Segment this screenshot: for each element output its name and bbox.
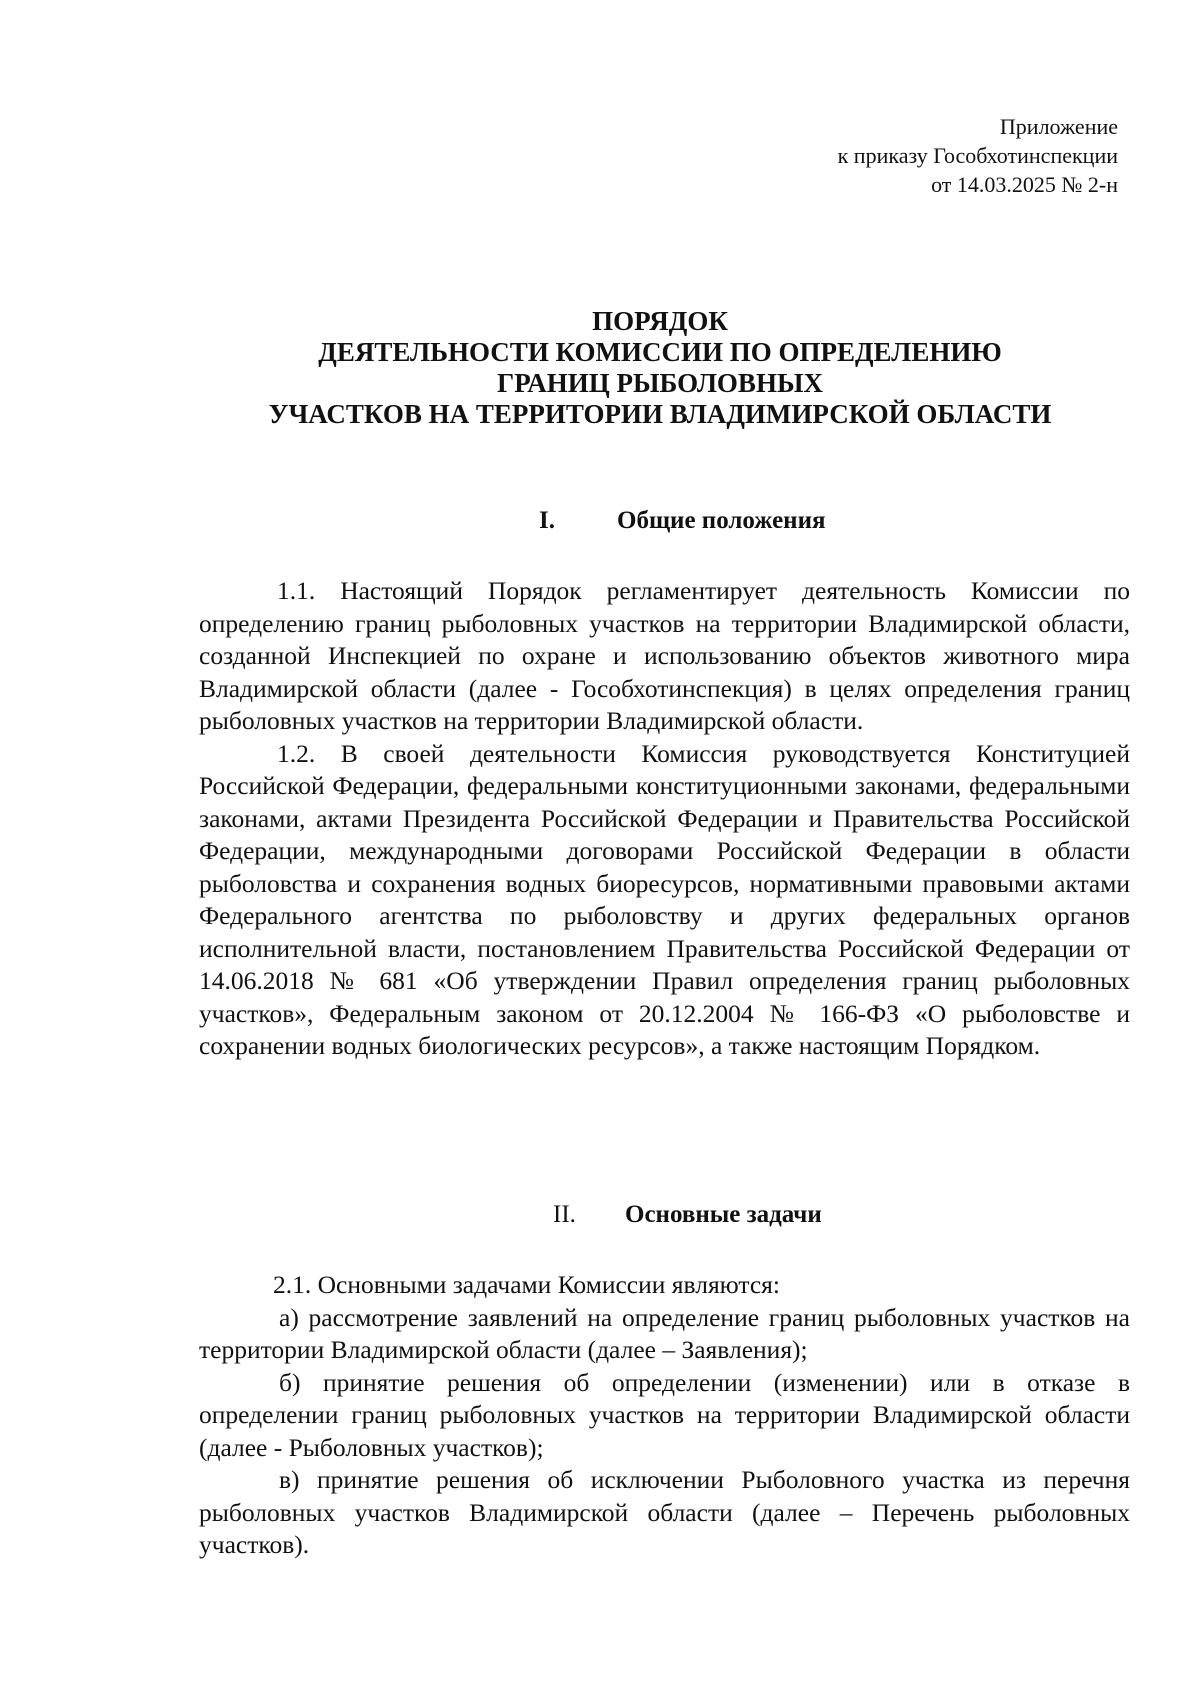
document-title xyxy=(200,306,1120,430)
section-2-title: Основные задачи xyxy=(625,1201,822,1228)
section-1-heading xyxy=(200,506,1120,536)
section-2-body xyxy=(199,1269,1130,1562)
appendix-line-1: Приложение xyxy=(999,114,1118,139)
section-2-number: II. xyxy=(553,1201,576,1228)
paragraph-1-2: 1.2. В своей деятельности Комиссия руководствуется Конституцией Российской Федерации, федеральными конституционными законами, федеральными законами, актами Президента Российской Федерации и Правительства Российской Федерации, международными договорами Российской Федерации в области рыболовства и сохранения водных биоресурсов, нормативными правовыми актами Федерального агентства по рыболовству и других федеральных органов исполнительной власти, постановлением Правительства Российской Федерации от 14.06.2018 № 681 «Об утверждении Правил определения границ рыболовных участков», Федеральным законом от 20.12.2004 № 166-ФЗ «О рыболовстве и сохранении водных биологических ресурсов», а также настоящим Порядком. xyxy=(199,738,1130,1060)
list-item-b: б) принятие решения об определении (изменении) или в отказе в определении границ рыболовных участков на территории Владимирской области (далее - Рыболовных участков); xyxy=(199,1367,1130,1462)
title-line-1: ПОРЯДОК xyxy=(592,306,728,336)
list-item-a: а) рассмотрение заявлений на определение границ рыболовных участков на территории Владимирской области (далее – Заявления); xyxy=(199,1302,1130,1364)
section-2-heading xyxy=(200,1200,1120,1230)
appendix-header xyxy=(838,112,1118,199)
title-line-3: ГРАНИЦ РЫБОЛОВНЫХ xyxy=(497,368,823,398)
appendix-line-2: к приказу Гособхотинспекции xyxy=(837,143,1118,168)
paragraph-2-1: 2.1. Основными задачами Комиссии являются: xyxy=(273,1270,780,1299)
section-1-body xyxy=(199,575,1130,1063)
section-1-title: Общие положения xyxy=(617,507,826,534)
section-1-number: I. xyxy=(539,507,555,534)
title-line-4: УЧАСТКОВ НА ТЕРРИТОРИИ ВЛАДИМИРСКОЙ ОБЛАСТИ xyxy=(268,399,1052,429)
list-item-c: в) принятие решения об исключении Рыболовного участка из перечня рыболовных участков Владимирской области (далее – Перечень рыболовных участков). xyxy=(199,1465,1130,1559)
title-line-2: ДЕЯТЕЛЬНОСТИ КОМИССИИ ПО ОПРЕДЕЛЕНИЮ xyxy=(318,337,1002,367)
appendix-line-3: от 14.03.2025 № 2-н xyxy=(931,172,1118,197)
paragraph-1-1: 1.1. Настоящий Порядок регламентирует деятельность Комиссии по определению границ рыболовных участков на территории Владимирской области, созданной Инспекцией по охране и использованию объектов животного мира Владимирской области (далее - Гособхотинспекция) в целях определения границ рыболовных участков на территории Владимирской области. xyxy=(199,576,1130,735)
